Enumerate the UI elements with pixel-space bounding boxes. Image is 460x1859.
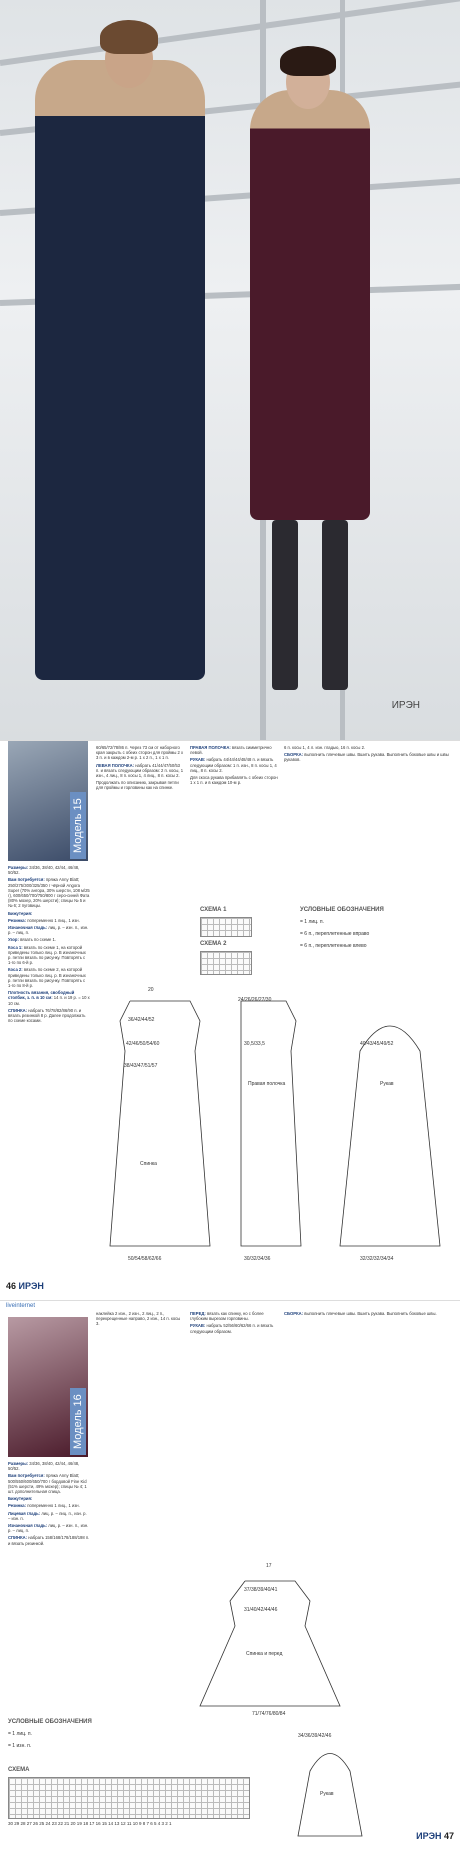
model-tag: Модель 16 xyxy=(70,1388,86,1455)
list-item: Вам потребуется: пряжа Anny Blatt; 500/550/600/650/700 г бордовой Fine Kid (51% шерсти, 49% мохер); спицы № 4; 1 шт. дополнительная спица. xyxy=(8,1473,87,1495)
list-item: Узор: вязать по схеме 1. xyxy=(8,937,57,943)
page-number: 46 ИРЭН xyxy=(6,1281,44,1291)
pattern-main-bottom: 71/74/76/80/84 xyxy=(252,1711,286,1717)
legend-item: = 6 п., переплетенные вправо xyxy=(300,931,370,937)
model-tag: Модель 15 xyxy=(70,792,86,859)
pattern-front-bottom: 30/32/34/36 xyxy=(244,1256,271,1262)
list-item: Для скоса рукава прибавлять с обеих сторон 1 х 1 п. и в каждом 10-м р. xyxy=(190,775,278,786)
list-item: Размеры: 34/36, 38/40, 42/44, 46/48, 50/52. xyxy=(8,1461,80,1472)
instructions-column-4 xyxy=(284,745,454,925)
list-item: 6 п. косы 1, 4 л. изн. гладью, 16 п. косы 2. xyxy=(284,745,366,750)
list-item: СБОРКА: выполнить плечевые швы. Вшить рукава. Выполнить боковые швы и швы рукавов. xyxy=(284,752,449,763)
list-item: СПИНКА: набрать 76/78/82/86/90 п. и вязать резинкой 8 р. Далее продолжать по схеме косами. xyxy=(8,1007,86,1024)
pattern-front-diagram xyxy=(236,991,306,1261)
list-item: Коса 2: вязать по схеме 2, на которой приведены только лиц. р. В изнаночных р. петли вязать по рисунку. Повторять с 1-го по 8-й р. xyxy=(8,967,86,989)
list-item: Продолжать по описанию, закрывая петли для проймы и горловины как на спинке. xyxy=(96,780,179,791)
pattern-back-bottom: 50/54/58/62/66 xyxy=(128,1256,162,1262)
list-item: СБОРКА: выполнить плечевые швы. Вшить рукава. Выполнить боковые швы. xyxy=(284,1311,437,1316)
legend-item: = 1 лиц. п. xyxy=(8,1731,32,1737)
pattern-front-mid: 30,5/33,5 xyxy=(244,1041,265,1047)
model-16-photo xyxy=(250,90,370,520)
pattern-sleeve-name: Рукав xyxy=(380,1081,394,1087)
pattern-main-w1: 37/38/39/40/41 xyxy=(244,1587,278,1593)
list-item: ПРАВАЯ ПОЛОЧКА: вязать симметрично левой. xyxy=(190,745,272,756)
page-46 xyxy=(0,740,460,1301)
instructions-column-1 xyxy=(8,865,90,1285)
list-item: 60/65/72/78/86 п. Через 73 см от наборного края закрыть с обеих сторон для проймы 2 х 3 п. и в каждом 2-м р. 1 х 2 п., 1 х 1 п. xyxy=(96,745,184,761)
list-item: Плотность вязания, свободный столбик, з. п. в 10 см: 14 п. и 19 р. = 10 х 10 см. xyxy=(8,990,90,1006)
pattern-sleeve-name: Рукав xyxy=(320,1791,334,1797)
legend-title: УСЛОВНЫЕ ОБОЗНАЧЕНИЯ xyxy=(8,1719,92,1725)
pattern-sleeve-bottom: 32/32/32/34/34 xyxy=(360,1256,394,1262)
page-number: ИРЭН 47 xyxy=(416,1831,454,1841)
list-item: Вам потребуется: пряжа Anny Blatt; 250/275/300/325/350 г чёрной Angora Super (70% ангора, 30% шерсти, 108 м/25 г), 600/650/700/750/800 г серо-синей Фата (80% мохер, 20% шерсти); спицы № 5 и № 6; 2 пуговицы. xyxy=(8,877,90,909)
pattern-back-mid: 42/46/50/54/60 xyxy=(126,1041,160,1047)
hero-photo xyxy=(0,0,460,740)
list-item: Резинка: попеременно 1 лиц., 1 изн. xyxy=(8,917,80,923)
pattern-back-name: Спинка xyxy=(140,1161,157,1167)
schema-1-title: СХЕМА 1 xyxy=(200,907,227,913)
schema-title: СХЕМА xyxy=(8,1767,30,1773)
legend-item: = 1 лиц. п. xyxy=(300,919,324,925)
list-item: РУКАВ: набрать 44/44/44/48/48 п. и вязать следующим образом: 1 п. изн., 8 п. косы 1, 4 лиц., 8 п. косы 2. xyxy=(190,757,277,773)
schema-1-grid xyxy=(200,917,252,937)
schema-numbers: 30 29 28 27 26 25 24 23 22 21 20 19 18 17 16 15 14 13 12 11 10 9 8 7 6 5 4 3 2 1 xyxy=(8,1821,172,1826)
pattern-sleeve-mid: 40/43/45/49/52 xyxy=(360,1041,394,1047)
list-item: ЛЕВАЯ ПОЛОЧКА: набрать 41/44/47/50/53 п. и вязать следующим образом: 2 п. косы, 1 изн., 4 лиц., 8 п. косы 1, 4 лиц., 8 п. косы 2. xyxy=(96,762,184,779)
instructions-column-3 xyxy=(190,745,278,945)
site-tag[interactable]: liveinternet xyxy=(6,1303,36,1309)
list-item: Бижутерия: xyxy=(8,1496,33,1502)
instructions-column-2 xyxy=(96,1311,184,1561)
instructions-column-1 xyxy=(8,1461,90,1661)
legend-title: УСЛОВНЫЕ ОБОЗНАЧЕНИЯ xyxy=(300,907,384,913)
list-item: Размеры: 34/36, 38/40, 42/44, 46/48, 50/52. xyxy=(8,865,80,876)
pattern-main-top: 17 xyxy=(266,1563,272,1569)
instructions-column-4 xyxy=(284,1311,454,1551)
pattern-back-sides: 38/43/47/51/57 xyxy=(124,1063,158,1069)
pattern-sleeve-top: 34/36/39/42/46 xyxy=(298,1733,332,1739)
list-item: Бижутерия: xyxy=(8,910,33,916)
pattern-main-name: Спинка и перед xyxy=(246,1651,283,1657)
list-item: Лицевая гладь: лиц. р. – лиц. п., изн. р. – изн. п. xyxy=(8,1510,87,1521)
legend-item: = 1 изн. п. xyxy=(8,1743,32,1749)
pattern-back-diagram xyxy=(100,991,220,1261)
model-15-photo xyxy=(35,60,205,680)
list-item: ПЕРЕД: вязать как спинку, но с более глубоким вырезом горловины. xyxy=(190,1311,264,1322)
schema-grid xyxy=(8,1777,250,1819)
schema-2-grid xyxy=(200,951,252,975)
schema-2-title: СХЕМА 2 xyxy=(200,941,227,947)
photo-credit: ИРЭН xyxy=(391,700,420,711)
list-item: Изнаночная гладь: лиц. р. – изн. п., изн. р. – лиц. п. xyxy=(8,925,89,936)
list-item: наклейка 2 изн., 2 изн., 2 лиц., 2 п., перекрещенные направо, 2 изн., 14 п. косы 3. xyxy=(96,1311,181,1327)
list-item: Резинка: попеременно 1 лиц., 1 изн. xyxy=(8,1503,80,1509)
list-item: Изнаночная гладь: лиц. р. – изн. п., изн. р. – лиц. п. xyxy=(8,1523,89,1534)
list-item: Коса 1: вязать по схеме 1, на которой приведены только лиц. р. В изнаночных р. петли вязать по рисунку. Повторять с 1-го по 6-й р. xyxy=(8,944,86,966)
list-item: СПИНКА: набрать 158/168/178/188/198 п. и вязать резинкой. xyxy=(8,1535,90,1546)
pattern-main-w2: 31/40/42/44/46 xyxy=(244,1607,278,1613)
pattern-back-height: 20 xyxy=(148,987,154,993)
list-item: РУКАВ: набрать 52/56/60/62/66 п. и вязать следующим образом. xyxy=(190,1323,274,1334)
pattern-sleeve-diagram xyxy=(330,991,450,1261)
pattern-front-name: Правая полочка xyxy=(248,1081,286,1087)
pattern-front-top: 24/26/26/27/30 xyxy=(238,997,272,1003)
page-47 xyxy=(0,1300,460,1859)
pattern-back-top: 36/42/44/52 xyxy=(128,1017,155,1023)
instructions-column-3 xyxy=(190,1311,278,1561)
pattern-sleeve-diagram xyxy=(290,1731,370,1841)
legend-item: = 6 п., переплетенные влево xyxy=(300,943,367,949)
